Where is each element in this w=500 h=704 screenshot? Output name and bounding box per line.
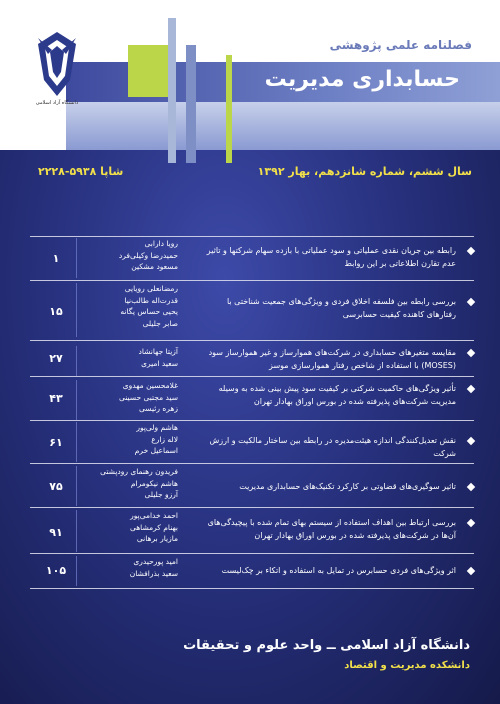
toc-authors: رمضانعلی رویایی قدرت‌اله طالب‌نیا یحیی حساس یگانه صابر جلیلی <box>120 284 178 328</box>
column-divider <box>76 510 77 552</box>
diamond-bullet-icon <box>467 519 475 527</box>
toc-divider <box>30 420 474 421</box>
toc-title: تأثیر ویژگی‌های حاکمیت شرکتی بر کیفیت سود پیش بینی شده به وسیله مدیریت شرکت‌های پذیرفته شده در بورس اوراق بهادار تهران <box>218 384 456 406</box>
column-divider <box>76 238 77 278</box>
toc-top-divider <box>30 236 474 237</box>
toc-divider <box>30 376 474 377</box>
toc-row <box>30 283 474 337</box>
diamond-bullet-icon <box>467 567 475 575</box>
issn: شاپا ۵۹۳۸-۲۲۲۸ <box>38 165 124 178</box>
toc-authors: احمد خدامی‌پور بهنام کرمشاهی مازیار برهانی <box>129 511 178 543</box>
toc-row <box>30 510 474 552</box>
toc-row <box>30 346 474 376</box>
column-divider <box>76 346 77 376</box>
university-name: دانشگاه آزاد اسلامی ــ واحد علوم و تحقیقات <box>183 638 470 653</box>
diamond-bullet-icon <box>467 349 475 357</box>
diamond-bullet-icon <box>467 437 475 445</box>
toc-page: ۱۰۵ <box>45 564 67 577</box>
toc-page: ۹۱ <box>49 526 63 539</box>
faculty-name: دانشکده مدیریت و اقتصاد <box>344 660 470 671</box>
column-divider <box>76 556 77 586</box>
column-divider <box>76 283 77 337</box>
toc-bottom-divider <box>30 588 474 589</box>
issue-info: سال ششم، شماره شانزدهم، بهار ۱۳۹۲ <box>257 165 472 178</box>
toc-page: ۴۳ <box>49 392 63 405</box>
toc-title: اثر ویژگی‌های فردی حسابرس در تمایل به استفاده و اتکاء بر چک‌لیست <box>221 566 456 575</box>
toc-authors: رویا دارابی حمیدرضا وکیلی‌فرد مسعود مشکین <box>118 239 178 271</box>
toc-title: رابطه بین جریان نقدی عملیاتی و سود عملیاتی با بازده سهام شرکتها و تاثیر عدم تقارن اطلاعاتی بر این روابط <box>206 246 456 268</box>
decor-stripe <box>168 18 176 163</box>
toc-authors: آزیتا جهانشاد سعید امیری <box>138 347 178 368</box>
toc-divider <box>30 280 474 281</box>
toc-page: ۲۷ <box>49 352 63 365</box>
logo-caption: دانشگاه آزاد اسلامی <box>35 100 79 106</box>
decor-stripe <box>226 55 232 163</box>
toc-row <box>30 380 474 420</box>
toc-page: ۷۵ <box>49 480 63 493</box>
toc-authors: هاشم ولی‌پور لاله زارع اسماعیل خرم <box>134 423 178 455</box>
toc-page: ۶۱ <box>49 436 63 449</box>
toc-title: نقش تعدیل‌کنندگی اندازه هیئت‌مدیره در رابطه بین ساختار مالکیت و ارزش شرکت <box>209 436 456 458</box>
toc-page: ۱۵ <box>49 305 63 318</box>
decor-stripe <box>186 45 196 163</box>
column-divider <box>76 422 77 462</box>
column-divider <box>76 380 77 420</box>
toc-divider <box>30 340 474 341</box>
toc-row <box>30 422 474 462</box>
toc-page: ۱ <box>52 252 60 265</box>
toc-divider <box>30 507 474 508</box>
toc-divider <box>30 553 474 554</box>
diamond-bullet-icon <box>467 385 475 393</box>
diamond-bullet-icon <box>467 298 475 306</box>
title-banner-lower <box>66 102 500 150</box>
column-divider <box>76 466 77 506</box>
journal-title: حسابداری مدیریت <box>264 67 460 92</box>
university-logo-icon <box>36 30 78 102</box>
toc-row <box>30 466 474 506</box>
diamond-bullet-icon <box>467 483 475 491</box>
toc-title: بررسی رابطه بین فلسفه اخلاق فردی و ویژگی‌های جمعیت شناختی با رفتارهای کاهنده کیفیت حسابرسی <box>226 297 456 319</box>
toc-title: مقایسه متغیرهای حسابداری در شرکت‌های هموارساز و غیر هموارساز سود (MOSES) با استفاده از شاخص رفتار هموارسازی موسز <box>208 348 456 370</box>
toc-title: تاثیر سوگیری‌های قضاوتی بر کارکرد تکنیک‌های حسابداری مدیریت <box>239 482 456 491</box>
toc-row <box>30 238 474 278</box>
journal-label: فصلنامه علمی پژوهشی <box>329 38 472 52</box>
diamond-bullet-icon <box>467 247 475 255</box>
decor-stripe <box>128 45 168 97</box>
toc-row <box>30 556 474 586</box>
toc-authors: فریدون رهنمای رودپشتی هاشم نیکومرام آرزو جلیلی <box>100 467 178 499</box>
toc-divider <box>30 463 474 464</box>
toc-authors: غلامحسین مهدوی سید مجتبی حسینی زهره رئیسی <box>119 381 178 413</box>
toc-title: بررسی ارتباط بین اهداف استفاده از سیستم بهای تمام شده با پیچیدگی‌های آن‌ها در شرکت‌های پذیرفته شده در بورس اوراق بهادار تهران <box>207 518 456 540</box>
toc-authors: امید پورحیدری سعید بذرافشان <box>129 557 178 578</box>
